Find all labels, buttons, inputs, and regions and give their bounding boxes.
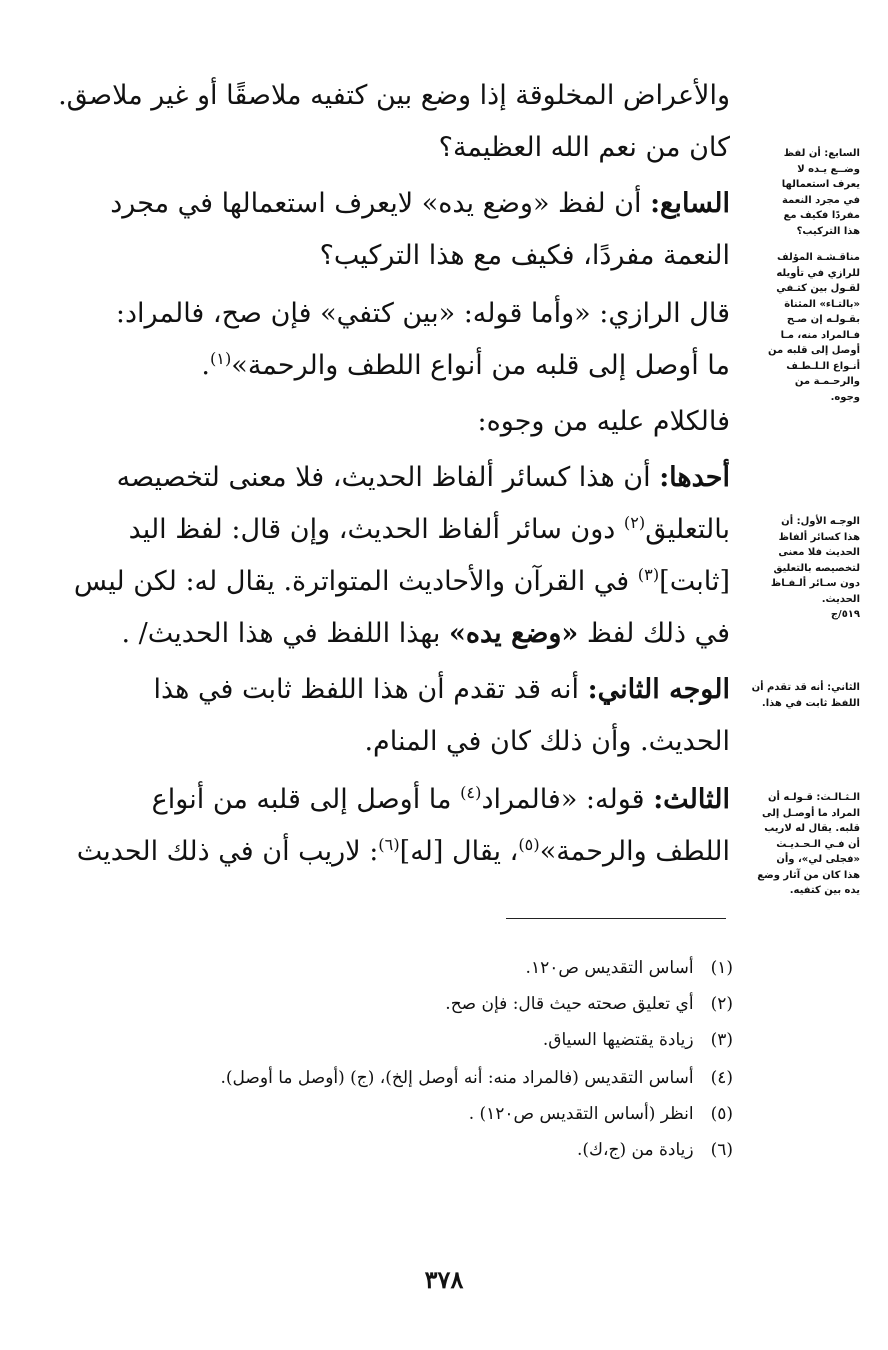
footnote-5: (٥) انظر (أساس التقديس ص١٢٠) .	[468, 1104, 733, 1124]
footnote-ref-4: (٤)	[460, 783, 482, 802]
side-note-second-aspect: الثاني: أنه قد تقدم أن اللفظ ثابت في هذا.	[751, 682, 860, 709]
razi-quote-line-2: ما أوصل إلى قلبه من أنواع اللطف والرحمة»$^{(١)}$.	[201, 349, 730, 381]
text-line-2: كان من نعم الله العظيمة؟	[438, 132, 730, 163]
text-line-1: والأعراض المخلوقة إذا وضع بين كتفيه ملاصقًا أو غير ملاصق.	[58, 80, 730, 111]
footnote-1: (١) أساس التقديس ص١٢٠.	[525, 958, 733, 978]
page-number: ٣٧٨	[424, 1265, 464, 1294]
footnote-ref-5: (٥)	[518, 835, 540, 854]
section-heading-first: أحدها:	[659, 462, 730, 493]
section-heading-third: الثالث:	[653, 784, 730, 815]
paragraph-third-line-2: اللطف والرحمة»$^{(٥)}$، يقال [له]$^{(٦)}$: لاريب أن في ذلك الحديث	[76, 835, 730, 867]
footnote-ref-3: (٣)	[637, 565, 660, 584]
paragraph-first-line-4: في ذلك لفظ «وضع يده» بهذا اللفظ في هذا الحديث/ .	[121, 618, 730, 649]
text-line-aspects: فالكلام عليه من وجوه:	[477, 406, 730, 437]
footnote-4: (٤) أساس التقديس (فالمراد منه: أنه أوصل إلخ)، (ج) (أوصل ما أوصل).	[220, 1068, 733, 1088]
footnote-ref-6: (٦)	[378, 835, 400, 854]
paragraph-seventh-line-2: النعمة مفردًا، فكيف مع هذا التركيب؟	[319, 240, 730, 271]
section-heading-seventh: السابع:	[650, 188, 730, 219]
side-note-third-aspect: الـثـالـث: قـولـه أن المراد ما أوصـل إلى قلبه. يقال له لاريب أن فـي الـحـديـث «فجلى لي»، وأن هذا كان من آثار وضع يده بين كتفيه.	[757, 792, 860, 896]
paragraph-first-line-1: أحدها: أن هذا كسائر ألفاظ الحديث، فلا معنى لتخصيصه	[116, 462, 730, 493]
manuscript-ref: ٥١٩/ج	[830, 609, 860, 620]
footnote-6: (٦) زيادة من (ج،ك).	[577, 1140, 733, 1160]
paragraph-second-line-2: الحديث. وأن ذلك كان في المنام.	[364, 726, 730, 757]
paragraph-third-line-1: الثالث: قوله: «فالمراد$^{(٤)}$ ما أوصل إلى قلبه من أنواع	[151, 783, 730, 815]
footnote-ref-1: (١)	[209, 349, 232, 368]
side-note-discussion: مناقـشـة المؤلف للرازي في تأويله لقـول بين كتـفي «بالتـاء» المثناة بقـولـه إن صـح فـالمراد منه، مـا أوصل إلى قلبه من أنـواع الـلـطـف والرحـمـة من وجوه.	[768, 252, 860, 403]
footnote-separator	[506, 918, 726, 919]
paragraph-first-line-3: [ثابت]$^{(٣)}$ في القرآن والأحاديث المتواترة. يقال له: لكن ليس	[73, 565, 730, 597]
side-note-first-aspect: الوجـه الأول: أن هذا كسائر ألفاظ الحديث فلا معنى لتخصيصه بالتعليق دون سـائر ألـفـاظ الحديث. ٥١٩/ج	[736, 514, 860, 623]
side-note-seventh: السابع: أن لفظ وضــع يـده لا يعرف استعمالها في مجرد النعمة مفردًا فكيف مع هذا التركيب؟	[781, 148, 860, 237]
paragraph-seventh-line-1: السابع: أن لفظ «وضع يده» لايعرف استعمالها في مجرد	[110, 188, 730, 219]
footnote-2: (٢) أي تعليق صحته حيث قال: فإن صح.	[445, 994, 733, 1014]
razi-quote-line-1: قال الرازي: «وأما قوله: «بين كتفي» فإن صح، فالمراد:	[115, 298, 730, 329]
paragraph-first-line-2: بالتعليق$^{(٢)}$ دون سائر ألفاظ الحديث، وإن قال: لفظ اليد	[128, 513, 730, 545]
footnote-ref-2: (٢)	[623, 513, 646, 532]
footnote-3: (٣) زيادة يقتضيها السياق.	[542, 1030, 733, 1050]
section-heading-second: الوجه الثاني:	[587, 674, 730, 705]
paragraph-second-line-1: الوجه الثاني: أنه قد تقدم أن هذا اللفظ ثابت في هذا	[153, 674, 730, 705]
